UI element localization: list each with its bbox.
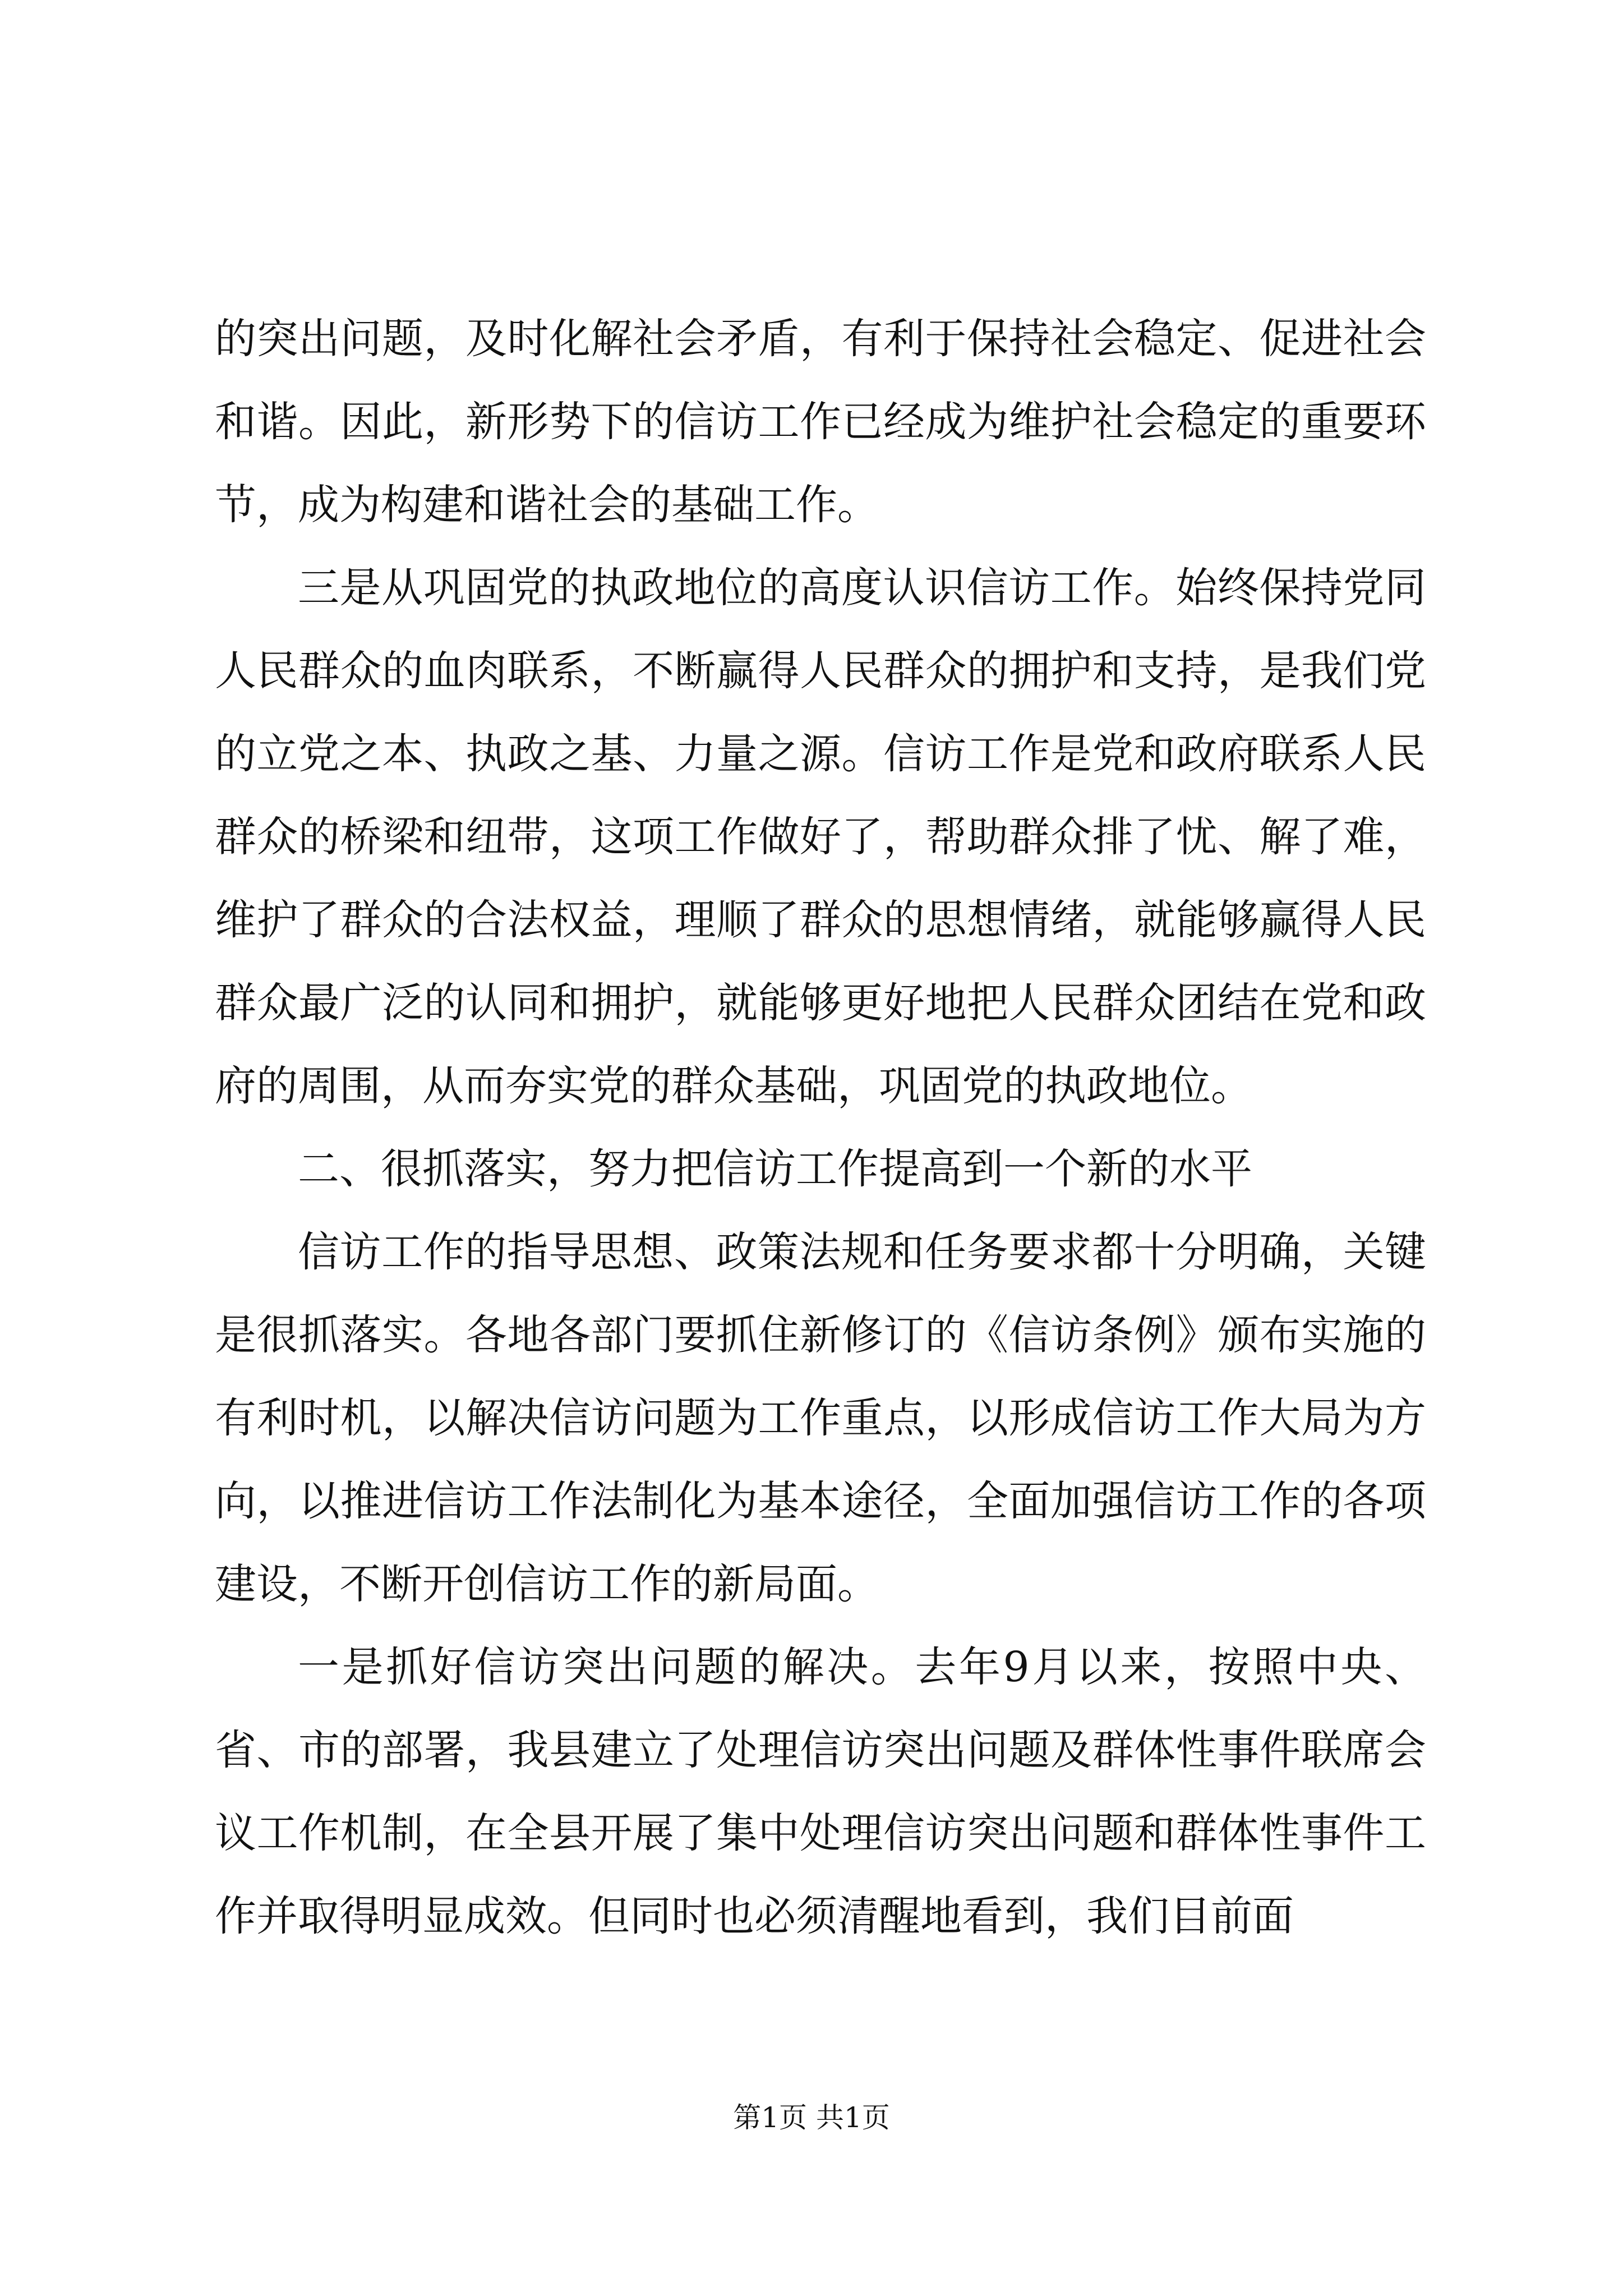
section-heading: 二、很抓落实，努力把信访工作提高到一个新的水平 bbox=[298, 1145, 1252, 1193]
paragraph-4: 一是抓好信访突出问题的解决。去年9月以来，按照中央、省、市的部署，我县建立了处理信访突出问题及群体性事件联席会议工作机制，在全县开展了集中处理信访突出问题和群体性事件工作并取得明显成效。但同时也必须清醒地看到，我们目前面 bbox=[215, 1643, 1426, 1940]
paragraph-3: 信访工作的指导思想、政策法规和任务要求都十分明确，关键是很抓落实。各地各部门要抓住新修订的《信访条例》颁布实施的有利时机，以解决信访问题为工作重点，以形成信访工作大局为方向，以推进信访工作法制化为基本途径，全面加强信访工作的各项建设，不断开创信访工作的新局面。 bbox=[215, 1228, 1426, 1608]
page-number-footer: 第1页 共1页 bbox=[733, 2101, 890, 2134]
paragraph-1: 的突出问题，及时化解社会矛盾，有利于保持社会稳定、促进社会和谐。因此，新形势下的信访工作已经成为维护社会稳定的重要环节，成为构建和谐社会的基础工作。 bbox=[215, 315, 1426, 529]
paragraph-2: 三是从巩固党的执政地位的高度认识信访工作。始终保持党同人民群众的血肉联系，不断赢得人民群众的拥护和支持，是我们党的立党之本、执政之基、力量之源。信访工作是党和政府联系人民群众的桥梁和纽带，这项工作做好了，帮助群众排了忧、解了难，维护了群众的合法权益，理顺了群众的思想情绪，就能够赢得人民群众最广泛的认同和拥护，就能够更好地把人民群众团结在党和政府的周围，从而夯实党的群众基础，巩固党的执政地位。 bbox=[215, 564, 1426, 1110]
document-body bbox=[215, 297, 1426, 1958]
